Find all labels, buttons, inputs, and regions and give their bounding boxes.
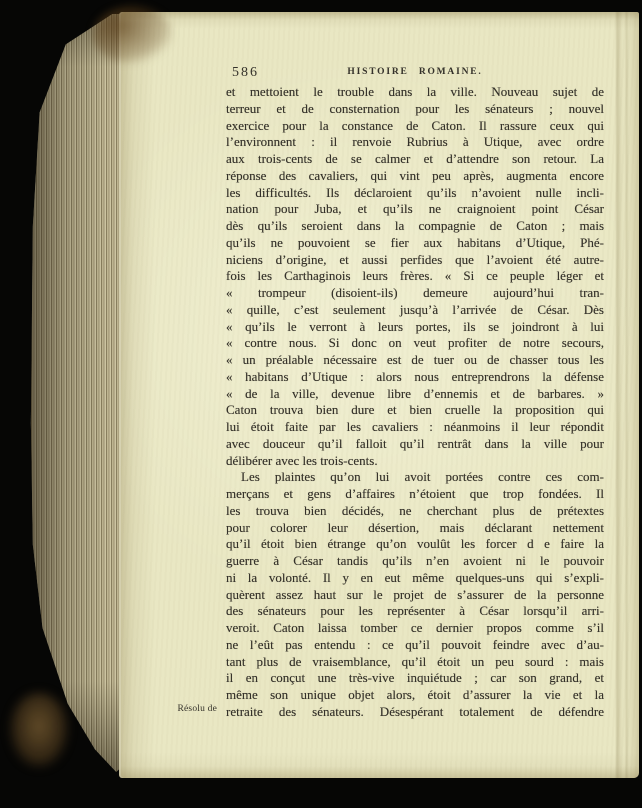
text-line: retraite des sénateurs. Désespérant totalement de défendre [226, 703, 604, 719]
text-line: « qu’ils le verront à leurs portes, ils se joindront à lui [226, 318, 604, 334]
text-line: quèrent assez haut sur le projet de s’assurer de la personne [226, 586, 604, 602]
text-line: « quille, c’est seulement jusqu’à l’arrivée de César. Dès [226, 301, 604, 317]
text-block [226, 84, 604, 721]
text-line: l’environnent : il renvoie Rubrius à Utique, avec ordre [226, 134, 604, 150]
text-line: ni la volonté. Il y en eut même quelques-uns qui s’expli- [226, 569, 604, 585]
text-line: aux trois-cents de se calmer et d’attendre son retour. La [226, 151, 604, 166]
text-line: « un préalable nécessaire est de tuer ou de chasser tous les [226, 352, 604, 367]
text-line: « contre nous. Si donc on veut profiter de notre secours, [226, 335, 604, 351]
gutter-crease [611, 12, 631, 778]
page-number: 586 [232, 65, 259, 80]
text-line: des sénateurs pour les représenter à César lorsqu’il arri- [226, 603, 604, 619]
text-line: pour colorer leur désertion, mais déclarant nettement [226, 519, 604, 535]
text-line: réponse des cavaliers, qui vint peu après, augmenta encore [226, 167, 604, 183]
corner-stain [93, 6, 173, 64]
text-line: dès qu’ils seroient dans la compagnie de Caton ; mais [226, 218, 604, 233]
text-line: même son unique objet alors, étoit d’assurer la vie et la [226, 687, 604, 702]
text-line: « trompeur (disoient-ils) demeure aujourd’hui tran- [226, 285, 604, 300]
text-line: veroit. Caton laissa tomber ce dernier propos comme s’il [226, 620, 604, 635]
text-line: niciens d’origine, et aussi perfides que l’avoient été autre- [226, 251, 604, 267]
text-line: fois les Carthaginois leurs frères. « Si ce peuple léger et [226, 268, 604, 284]
book-page [119, 12, 639, 778]
text-line: avec douceur qu’il falloit qu’il rentrât dans la ville pour [226, 435, 604, 451]
text-line: Les plaintes qu’on lui avoit portées contre ces com- [241, 469, 604, 485]
text-line: et mettoient le trouble dans la ville. Nouveau sujet de [226, 84, 604, 99]
page-header [226, 65, 604, 81]
margin-note: Résolu de [177, 704, 217, 714]
text-line: nation pour Juba, et qu’ils ne craignoient point César [226, 201, 604, 217]
text-line: délibérer avec les trois-cents. [226, 452, 378, 468]
text-line: merçans et gens d’affaires n’étoient que trop fondées. Il [226, 486, 604, 501]
page-edge-stack [27, 14, 124, 772]
text-line: les difficultés. Ils déclaroient qu’ils n’avoient nulle incli- [226, 184, 604, 200]
text-line: « de la ville, devenue libre d’ennemis et de barbares. » [226, 385, 604, 401]
text-line: exercice pour la constance de Caton. Il rassure ceux qui [226, 117, 604, 133]
text-line: lui étoit faite par les cavaliers : néanmoins il leur répondit [226, 419, 604, 434]
text-line: « habitans d’Utique : alors nous entreprendrons la défense [226, 368, 604, 384]
text-line: guerre à César tandis qu’ils n’en avoient ni le pouvoir [226, 553, 604, 568]
text-line: les trouva bien décidés, ne cherchant plus de prétextes [226, 502, 604, 518]
text-line: terreur et de consternation pour les sénateurs ; nouvel [226, 100, 604, 116]
text-line: il en conçut une très-vive inquiétude ; car son grand, et [226, 670, 604, 686]
text-line: ne l’eût pas entendu : ce qu’il pouvoit feindre avec d’au- [226, 636, 604, 652]
spine-bottom-corner [10, 693, 68, 767]
text-line: qu’ils ne pouvoient se fier aux habitans d’Utique, Phé- [226, 234, 604, 250]
text-line: Caton trouva bien dure et bien cruelle la proposition qui [226, 402, 604, 418]
text-line: qu’il étoit bien étrange qu’on voulût les forcer d e faire la [226, 536, 604, 552]
running-title: HISTOIRE ROMAINE. [347, 67, 483, 77]
text-line: tant plus de vraisemblance, qu’il étoit un peu sourd : mais [226, 653, 604, 669]
